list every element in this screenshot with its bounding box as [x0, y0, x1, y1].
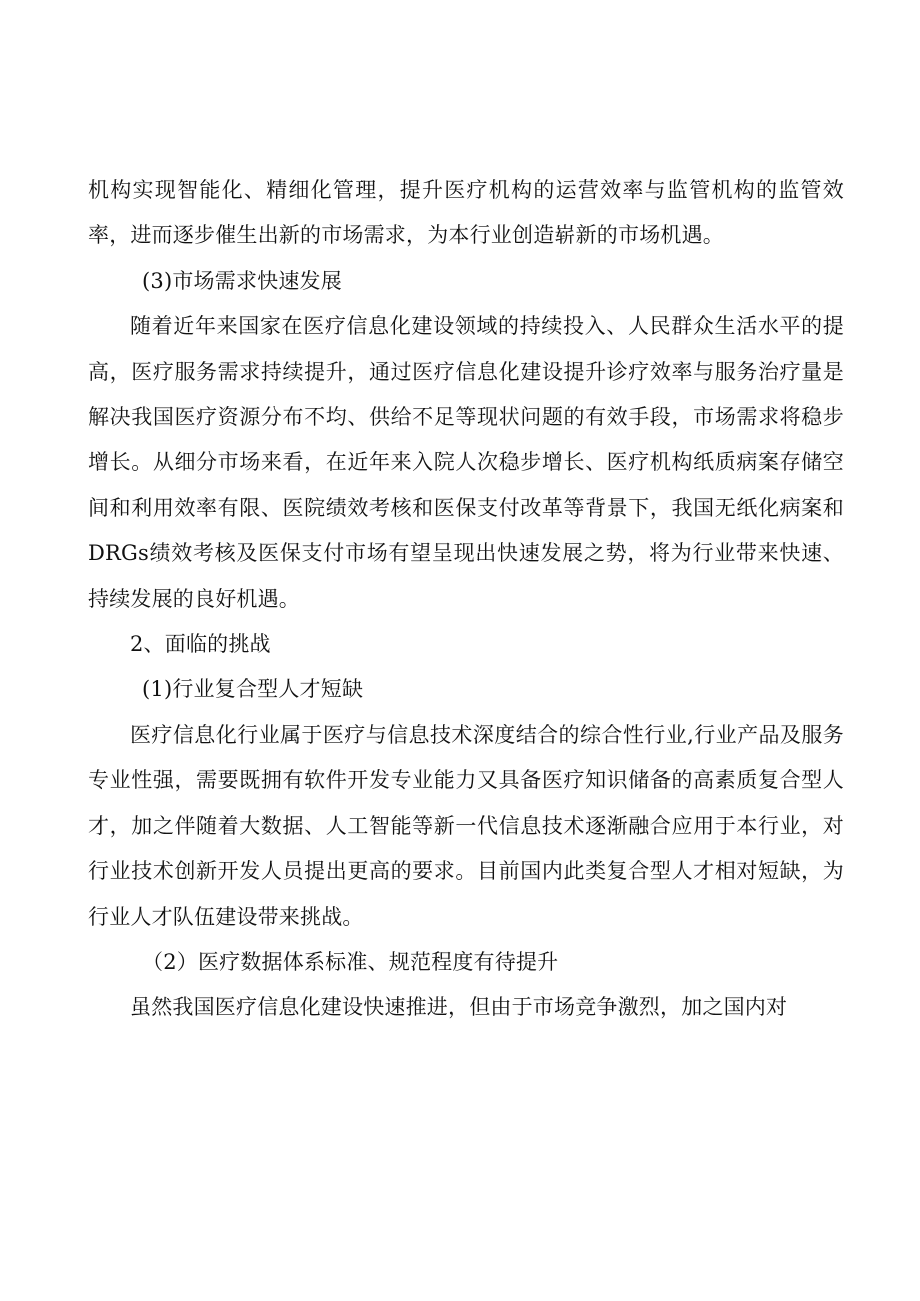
paragraph-talent-shortage: 医疗信息化行业属于医疗与信息技术深度结合的综合性行业,行业产品及服务专业性强，需要既拥有软件开发专业能力又具备医疗知识储备的高素质复合型人才，加之伴随着大数据、人工智能等新一代信息技术逐渐融合应用于本行业，对行业技术创新开发人员提出更高的要求。目前国内此类复合型人才相对短缺，为行业人才队伍建设带来挑战。 [88, 722, 844, 929]
heading-talent-shortage: (1)行业复合型人才短缺 [142, 677, 364, 702]
heading-market-demand: (3)市场需求快速发展 [142, 268, 342, 293]
heading-data-standards: （2）医疗数据体系标准、规范程度有待提升 [142, 949, 559, 974]
document-body [88, 168, 844, 1031]
paragraph-data-standards: 虽然我国医疗信息化建设快速推进，但由于市场竞争激烈，加之国内对 [130, 995, 788, 1020]
heading-challenges: 2、面临的挑战 [130, 632, 271, 657]
paragraph-market-demand: 随着近年来国家在医疗信息化建设领域的持续投入、人民群众生活水平的提高，医疗服务需求持续提升，通过医疗信息化建设提升诊疗效率与服务治疗量是解决我国医疗资源分布不均、供给不足等现状问题的有效手段，市场需求将稳步增长。从细分市场来看，在近年来入院人次稳步增长、医疗机构纸质病案存储空间和利用效率有限、医院绩效考核和医保支付改革等背景下，我国无纸化病案和DRGs绩效考核及医保支付市场有望呈现出快速发展之势，将为行业带来快速、持续发展的良好机遇。 [88, 314, 844, 611]
paragraph-operation-efficiency: 机构实现智能化、精细化管理，提升医疗机构的运营效率与监管机构的监管效率，进而逐步催生出新的市场需求，为本行业创造崭新的市场机遇。 [88, 178, 844, 248]
